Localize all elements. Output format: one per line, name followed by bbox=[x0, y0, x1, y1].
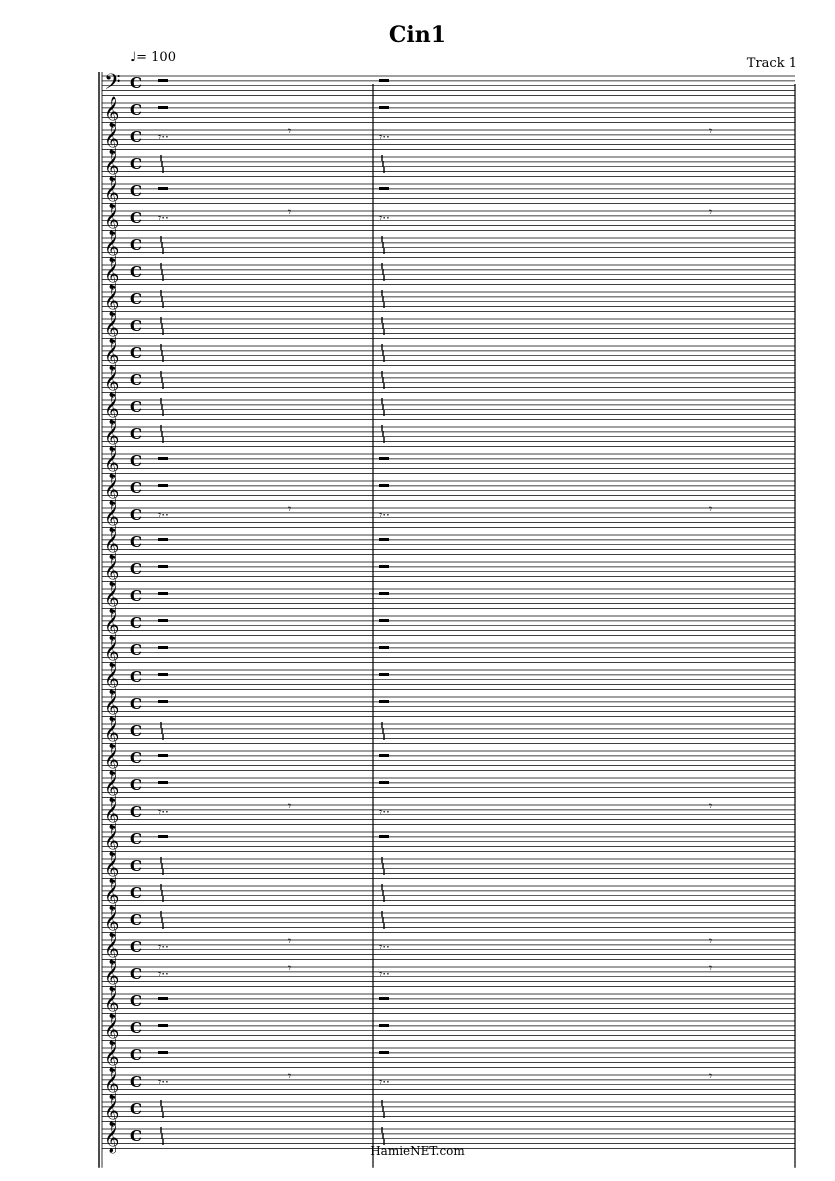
time-signature: C bbox=[130, 128, 142, 146]
staff-group bbox=[99, 70, 795, 1168]
staff bbox=[102, 933, 795, 965]
time-signature: C bbox=[130, 209, 142, 227]
time-signature: C bbox=[130, 452, 142, 470]
staff bbox=[102, 366, 795, 398]
staff bbox=[102, 339, 795, 371]
treble-clef-icon: 𝄞 bbox=[104, 826, 120, 856]
treble-clef-icon: 𝄞 bbox=[104, 475, 120, 505]
time-signature: C bbox=[130, 668, 142, 686]
treble-clef-icon: 𝄞 bbox=[104, 367, 120, 397]
time-signature: C bbox=[130, 263, 142, 281]
time-signature: C bbox=[130, 911, 142, 929]
treble-clef-icon: 𝄞 bbox=[104, 988, 120, 1018]
treble-clef-icon: 𝄞 bbox=[104, 421, 120, 451]
time-signature: C bbox=[130, 1100, 142, 1118]
staff bbox=[102, 312, 795, 344]
time-signature: C bbox=[130, 74, 142, 92]
time-signature: C bbox=[130, 614, 142, 632]
staff bbox=[102, 582, 795, 614]
treble-clef-icon: 𝄞 bbox=[104, 151, 120, 181]
treble-clef-icon: 𝄞 bbox=[104, 934, 120, 964]
staff bbox=[102, 285, 795, 317]
treble-clef-icon: 𝄞 bbox=[104, 691, 120, 721]
bass-clef-icon: 𝄢 bbox=[104, 70, 121, 100]
staff bbox=[102, 744, 795, 776]
whole-rest bbox=[158, 754, 168, 757]
footer-credit: HamieNET.com bbox=[370, 1144, 465, 1158]
staff bbox=[102, 690, 795, 722]
time-signature: C bbox=[130, 317, 142, 335]
treble-clef-icon: 𝄞 bbox=[104, 178, 120, 208]
treble-clef-icon: 𝄞 bbox=[104, 205, 120, 235]
rest-glyph: 𝄾 bbox=[288, 502, 292, 516]
time-signature: C bbox=[130, 398, 142, 416]
staff bbox=[102, 1068, 795, 1100]
whole-rest bbox=[379, 538, 389, 541]
rest-glyph: 𝄾·· bbox=[158, 508, 169, 522]
rest-glyph: 𝄾·· bbox=[158, 967, 169, 981]
treble-clef-icon: 𝄞 bbox=[104, 799, 120, 829]
time-signature: C bbox=[130, 479, 142, 497]
treble-clef-icon: 𝄞 bbox=[104, 556, 120, 586]
time-signature: C bbox=[130, 749, 142, 767]
rest-glyph: 𝄾·· bbox=[379, 130, 390, 144]
staff bbox=[102, 906, 795, 938]
staff bbox=[102, 177, 795, 209]
whole-rest bbox=[379, 187, 389, 190]
rest-glyph: 𝄾·· bbox=[379, 940, 390, 954]
staff bbox=[102, 852, 795, 884]
rest-glyph: 𝄾·· bbox=[158, 940, 169, 954]
time-signature: C bbox=[130, 830, 142, 848]
whole-rest bbox=[379, 1051, 389, 1054]
staff bbox=[102, 1014, 795, 1046]
staff bbox=[102, 123, 795, 155]
rest-glyph: 𝄾 bbox=[709, 961, 713, 975]
whole-rest bbox=[379, 673, 389, 676]
rest-glyph: 𝄾 bbox=[288, 124, 292, 138]
whole-rest bbox=[158, 79, 168, 82]
whole-rest bbox=[379, 484, 389, 487]
treble-clef-icon: 𝄞 bbox=[104, 232, 120, 262]
whole-rest bbox=[379, 1024, 389, 1027]
whole-rest bbox=[158, 700, 168, 703]
staff bbox=[102, 798, 795, 830]
time-signature: C bbox=[130, 587, 142, 605]
whole-rest bbox=[379, 781, 389, 784]
staff bbox=[102, 555, 795, 587]
rest-glyph: 𝄾·· bbox=[379, 805, 390, 819]
whole-rest bbox=[379, 619, 389, 622]
whole-rest bbox=[158, 187, 168, 190]
whole-rest bbox=[379, 592, 389, 595]
staff bbox=[102, 771, 795, 803]
time-signature: C bbox=[130, 533, 142, 551]
treble-clef-icon: 𝄞 bbox=[104, 286, 120, 316]
rest-glyph: 𝄾·· bbox=[379, 508, 390, 522]
rest-glyph: 𝄾·· bbox=[379, 1075, 390, 1089]
staff bbox=[102, 70, 795, 100]
time-signature: C bbox=[130, 101, 142, 119]
whole-rest bbox=[158, 565, 168, 568]
whole-rest bbox=[379, 79, 389, 82]
treble-clef-icon: 𝄞 bbox=[104, 853, 120, 883]
treble-clef-icon: 𝄞 bbox=[104, 907, 120, 937]
rest-glyph: 𝄾 bbox=[709, 934, 713, 948]
whole-rest bbox=[379, 997, 389, 1000]
whole-rest bbox=[158, 1024, 168, 1027]
staff bbox=[102, 528, 795, 560]
whole-rest bbox=[379, 646, 389, 649]
time-signature: C bbox=[130, 236, 142, 254]
time-signature: C bbox=[130, 722, 142, 740]
time-signature: C bbox=[130, 884, 142, 902]
rest-glyph: 𝄾 bbox=[288, 205, 292, 219]
time-signature: C bbox=[130, 290, 142, 308]
treble-clef-icon: 𝄞 bbox=[104, 1015, 120, 1045]
time-signature: C bbox=[130, 1127, 142, 1145]
rest-glyph: 𝄾 bbox=[709, 124, 713, 138]
score-title: Cin1 bbox=[388, 22, 447, 48]
rest-glyph: 𝄾 bbox=[709, 502, 713, 516]
staff bbox=[102, 96, 795, 128]
treble-clef-icon: 𝄞 bbox=[104, 394, 120, 424]
staff bbox=[102, 825, 795, 857]
whole-rest bbox=[158, 673, 168, 676]
treble-clef-icon: 𝄞 bbox=[104, 448, 120, 478]
staff bbox=[102, 150, 795, 182]
track-label: Track 1 bbox=[746, 56, 797, 71]
whole-rest bbox=[158, 484, 168, 487]
time-signature: C bbox=[130, 1046, 142, 1064]
treble-clef-icon: 𝄞 bbox=[104, 880, 120, 910]
rest-glyph: 𝄾 bbox=[288, 1069, 292, 1083]
rest-glyph: 𝄾·· bbox=[379, 211, 390, 225]
staff bbox=[102, 258, 795, 290]
treble-clef-icon: 𝄞 bbox=[104, 124, 120, 154]
rest-glyph: 𝄾 bbox=[288, 934, 292, 948]
whole-rest bbox=[158, 457, 168, 460]
whole-rest bbox=[158, 835, 168, 838]
whole-rest bbox=[379, 457, 389, 460]
treble-clef-icon: 𝄞 bbox=[104, 610, 120, 640]
staff bbox=[102, 204, 795, 236]
time-signature: C bbox=[130, 371, 142, 389]
treble-clef-icon: 𝄞 bbox=[104, 1123, 120, 1153]
treble-clef-icon: 𝄞 bbox=[104, 583, 120, 613]
rest-glyph: 𝄾·· bbox=[158, 211, 169, 225]
time-signature: C bbox=[130, 938, 142, 956]
staff bbox=[102, 447, 795, 479]
rest-glyph: 𝄾·· bbox=[379, 967, 390, 981]
treble-clef-icon: 𝄞 bbox=[104, 718, 120, 748]
staff bbox=[102, 987, 795, 1019]
rest-glyph: 𝄾 bbox=[288, 961, 292, 975]
whole-rest bbox=[158, 997, 168, 1000]
whole-rest bbox=[158, 592, 168, 595]
time-signature: C bbox=[130, 776, 142, 794]
whole-rest bbox=[158, 619, 168, 622]
time-signature: C bbox=[130, 695, 142, 713]
staff bbox=[102, 231, 795, 263]
rest-glyph: 𝄾 bbox=[709, 1069, 713, 1083]
treble-clef-icon: 𝄞 bbox=[104, 772, 120, 802]
staff bbox=[102, 420, 795, 452]
staff bbox=[102, 636, 795, 668]
whole-rest bbox=[379, 835, 389, 838]
tempo-value: = 100 bbox=[136, 50, 176, 65]
treble-clef-icon: 𝄞 bbox=[104, 97, 120, 127]
time-signature: C bbox=[130, 857, 142, 875]
time-signature: C bbox=[130, 182, 142, 200]
rest-glyph: 𝄾·· bbox=[158, 1075, 169, 1089]
time-signature: C bbox=[130, 803, 142, 821]
treble-clef-icon: 𝄞 bbox=[104, 340, 120, 370]
whole-rest bbox=[379, 700, 389, 703]
whole-rest bbox=[158, 538, 168, 541]
staff bbox=[102, 501, 795, 533]
staff bbox=[102, 663, 795, 695]
whole-rest bbox=[379, 106, 389, 109]
whole-rest bbox=[158, 106, 168, 109]
time-signature: C bbox=[130, 1019, 142, 1037]
treble-clef-icon: 𝄞 bbox=[104, 1069, 120, 1099]
treble-clef-icon: 𝄞 bbox=[104, 961, 120, 991]
time-signature: C bbox=[130, 560, 142, 578]
treble-clef-icon: 𝄞 bbox=[104, 313, 120, 343]
rest-glyph: 𝄾·· bbox=[158, 805, 169, 819]
staff bbox=[102, 1041, 795, 1073]
time-signature: C bbox=[130, 965, 142, 983]
whole-rest bbox=[158, 781, 168, 784]
treble-clef-icon: 𝄞 bbox=[104, 745, 120, 775]
time-signature: C bbox=[130, 641, 142, 659]
treble-clef-icon: 𝄞 bbox=[104, 664, 120, 694]
time-signature: C bbox=[130, 506, 142, 524]
time-signature: C bbox=[130, 344, 142, 362]
treble-clef-icon: 𝄞 bbox=[104, 529, 120, 559]
staff bbox=[102, 960, 795, 992]
treble-clef-icon: 𝄞 bbox=[104, 1042, 120, 1072]
treble-clef-icon: 𝄞 bbox=[104, 502, 120, 532]
rest-glyph: 𝄾 bbox=[709, 205, 713, 219]
whole-rest bbox=[379, 754, 389, 757]
time-signature: C bbox=[130, 992, 142, 1010]
staff bbox=[102, 879, 795, 911]
whole-rest bbox=[379, 565, 389, 568]
staff bbox=[102, 717, 795, 749]
staff bbox=[102, 609, 795, 641]
rest-glyph: 𝄾 bbox=[709, 799, 713, 813]
time-signature: C bbox=[130, 425, 142, 443]
treble-clef-icon: 𝄞 bbox=[104, 637, 120, 667]
treble-clef-icon: 𝄞 bbox=[104, 259, 120, 289]
time-signature: C bbox=[130, 155, 142, 173]
whole-rest bbox=[158, 646, 168, 649]
rest-glyph: 𝄾 bbox=[288, 799, 292, 813]
staff bbox=[102, 393, 795, 425]
rest-glyph: 𝄾·· bbox=[158, 130, 169, 144]
whole-rest bbox=[158, 1051, 168, 1054]
treble-clef-icon: 𝄞 bbox=[104, 1096, 120, 1126]
staff bbox=[102, 474, 795, 506]
quarter-note-icon: ♩ bbox=[130, 50, 137, 65]
time-signature: C bbox=[130, 1073, 142, 1091]
staff bbox=[102, 1095, 795, 1127]
